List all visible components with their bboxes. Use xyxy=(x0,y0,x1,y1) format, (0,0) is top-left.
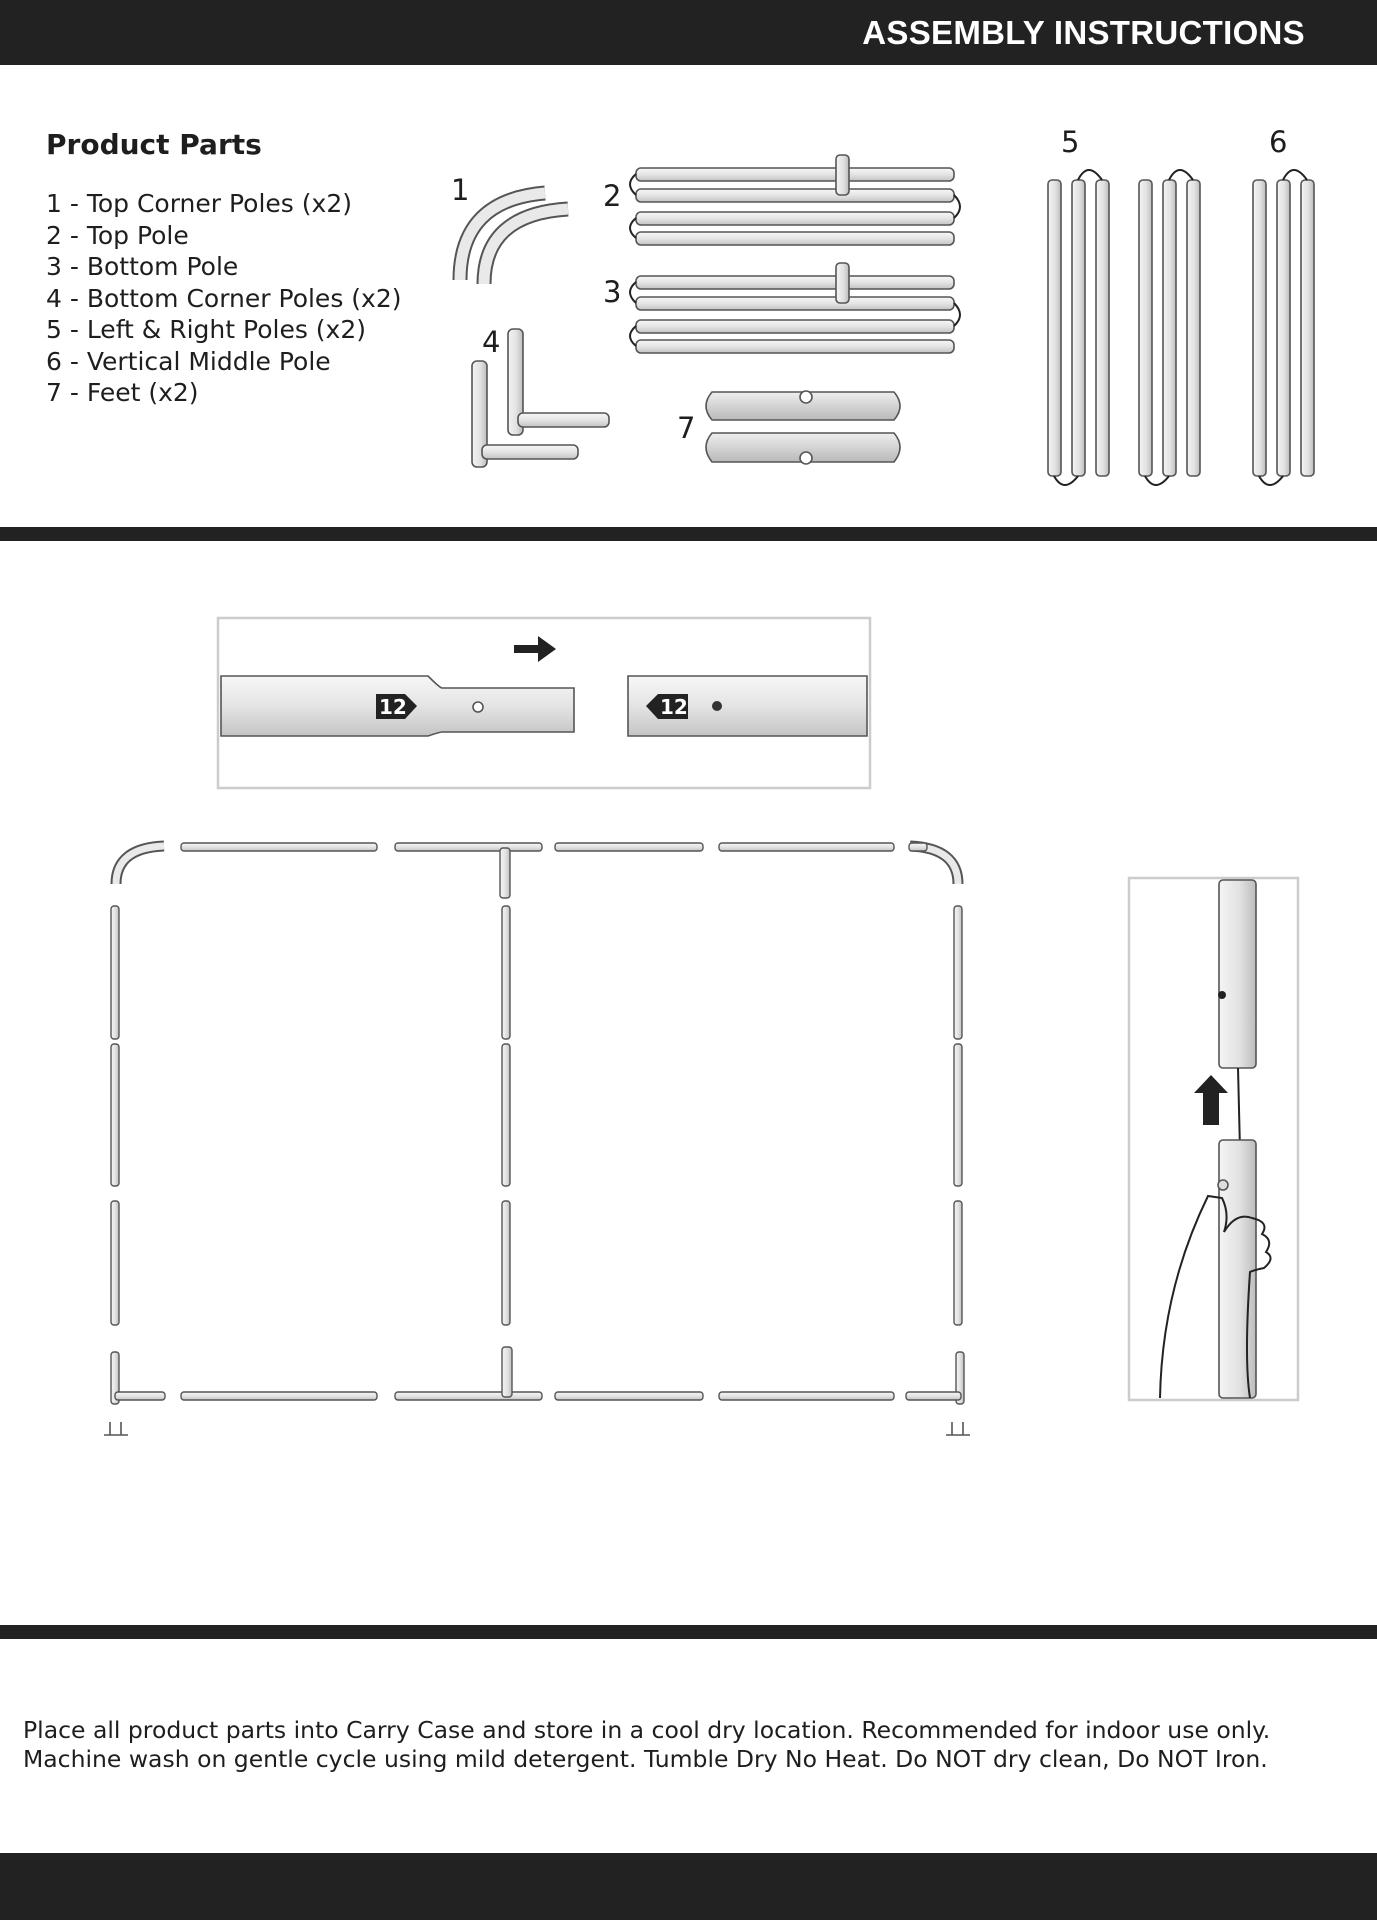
parts-list-item: 7 - Feet (x2) xyxy=(46,378,199,407)
parts-list-item: 1 - Top Corner Poles (x2) xyxy=(46,189,352,218)
figure-number-1: 1 xyxy=(451,173,470,207)
left-right-poles-illustration xyxy=(1048,170,1200,485)
care-line: Machine wash on gentle cycle using mild detergent. Tumble Dry No Heat. Do NOT dry clean, Do NOT Iron. xyxy=(23,1745,1268,1773)
figure-number-3: 3 xyxy=(603,275,622,309)
parts-list-item: 3 - Bottom Pole xyxy=(46,252,239,281)
parts-list-item: 6 - Vertical Middle Pole xyxy=(46,346,331,376)
connector-badge-label: 12 xyxy=(379,695,407,719)
care-line: Place all product parts into Carry Case and store in a cool dry location. Recommended for indoor use only. xyxy=(23,1716,1271,1744)
figure-number-2: 2 xyxy=(603,179,622,213)
top-pole-illustration xyxy=(630,155,960,245)
figure-number-4: 4 xyxy=(482,325,501,359)
page-title: ASSEMBLY INSTRUCTIONS xyxy=(862,14,1305,51)
shock-cord-assembly-panel xyxy=(1129,878,1298,1400)
top-corner-poles-illustration xyxy=(460,193,568,284)
figure-number-5: 5 xyxy=(1061,125,1080,159)
parts-list-item: 4 - Bottom Corner Poles (x2) xyxy=(46,283,402,313)
connector-badge-label: 12 xyxy=(660,695,688,719)
parts-list-item: 2 - Top Pole xyxy=(46,220,189,250)
feet-illustration xyxy=(706,391,900,464)
vertical-middle-pole-illustration xyxy=(1253,170,1314,485)
bottom-pole-illustration xyxy=(630,263,960,353)
parts-heading: Product Parts xyxy=(46,128,262,161)
frame-assembly-diagram xyxy=(104,843,970,1435)
connector-detail-panel xyxy=(218,618,870,788)
figure-number-7: 7 xyxy=(677,411,696,445)
parts-list-item: 5 - Left & Right Poles (x2) xyxy=(46,315,367,344)
figure-number-6: 6 xyxy=(1269,125,1288,159)
